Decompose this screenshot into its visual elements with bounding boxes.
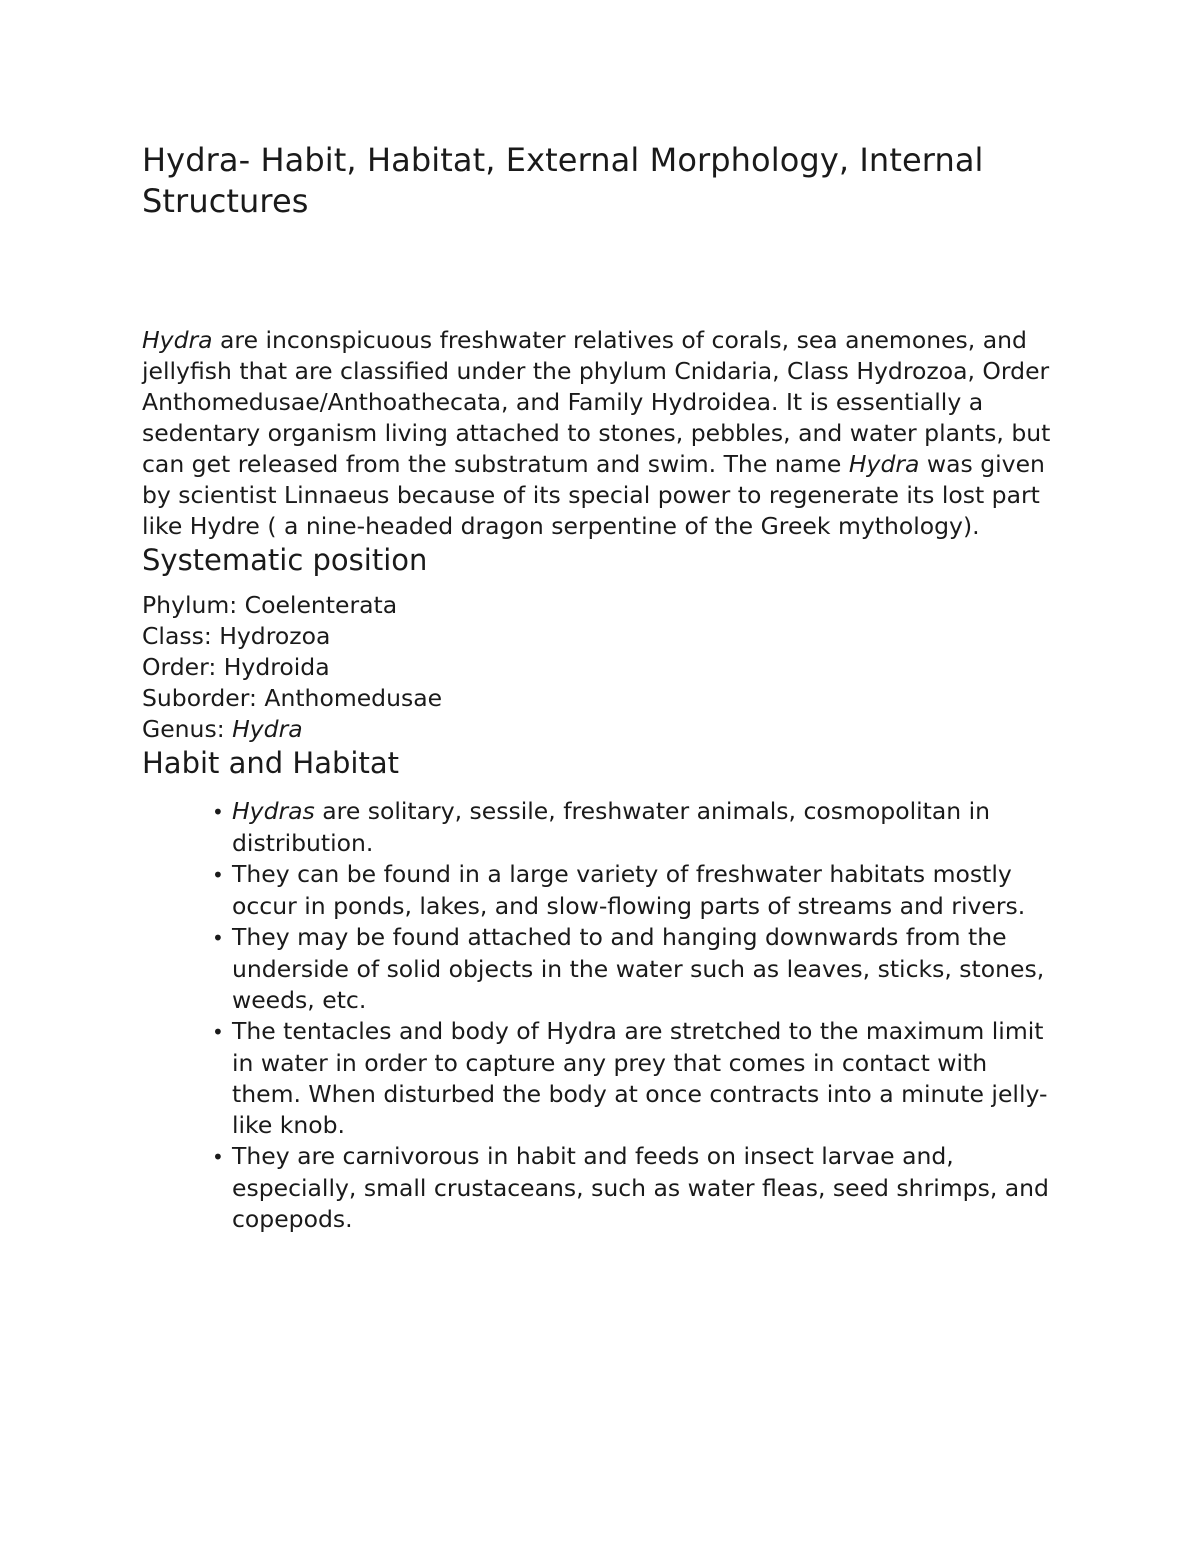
taxonomy-order: Order: Hydroida	[142, 653, 330, 681]
habit-item-1-text: are solitary, sessile, freshwater animals, cosmopolitan in distribution.	[232, 797, 991, 857]
bullet-icon: •	[212, 800, 224, 824]
systematic-position-heading: Systematic position	[142, 543, 428, 577]
list-item	[194, 922, 1062, 1016]
habit-list	[142, 796, 1062, 1235]
taxonomy-phylum: Phylum: Coelenterata	[142, 591, 398, 619]
taxonomy-suborder: Suborder: Anthomedusae	[142, 684, 443, 712]
taxonomy-list	[142, 590, 1062, 745]
list-item	[194, 859, 1062, 922]
bullet-icon: •	[212, 1020, 224, 1044]
list-item	[194, 1141, 1062, 1235]
intro-hydra-italic-2: Hydra	[848, 450, 920, 478]
habit-item-4-text: The tentacles and body of Hydra are stretched to the maximum limit in water in order to capture any prey that comes in contact with them. When disturbed the body at once contracts into a minute jelly-like knob.	[232, 1017, 1048, 1139]
intro-text-1: are inconspicuous freshwater relatives of corals, sea anemones, and jellyfish that are classified under the phylum Cnidaria, Class Hydrozoa, Order Anthomedusae/Anthoathecata, and Family Hydroidea. It is essentially a sedentary organism living attached to stones, pebbles, and water plants, but can get released from the substratum and swim. The name	[142, 326, 1051, 478]
habit-habitat-heading: Habit and Habitat	[142, 746, 399, 780]
bullet-icon: •	[212, 863, 224, 887]
page-title: Hydra- Habit, Habitat, External Morphology, Internal Structures	[142, 141, 984, 220]
bullet-icon: •	[212, 926, 224, 950]
taxonomy-genus-label: Genus:	[142, 715, 233, 743]
bullet-icon: •	[212, 1145, 224, 1169]
list-item	[194, 796, 1062, 859]
list-item	[194, 1016, 1062, 1141]
intro-paragraph	[142, 325, 1062, 542]
taxonomy-class: Class: Hydrozoa	[142, 622, 331, 650]
intro-hydra-italic: Hydra	[142, 326, 213, 354]
habit-item-3-text: They may be found attached to and hanging downwards from the underside of solid objects in the water such as leaves, sticks, stones, weeds, etc.	[232, 923, 1045, 1014]
taxonomy-genus	[142, 714, 1062, 745]
habit-item-1-italic: Hydras	[232, 797, 315, 825]
intro-text-2: was given by scientist Linnaeus because of its special power to regenerate its lost part like Hydre ( a nine-headed dragon serpentine of the Greek mythology).	[142, 450, 1045, 540]
taxonomy-genus-value: Hydra	[232, 715, 303, 743]
habit-item-5-text: They are carnivorous in habit and feeds on insect larvae and, especially, small crustaceans, such as water fleas, seed shrimps, and copepods.	[232, 1142, 1049, 1233]
document-page	[142, 140, 1062, 1235]
habit-item-2-text: They can be found in a large variety of freshwater habitats mostly occur in ponds, lakes, and slow-flowing parts of streams and rivers.	[232, 860, 1026, 920]
